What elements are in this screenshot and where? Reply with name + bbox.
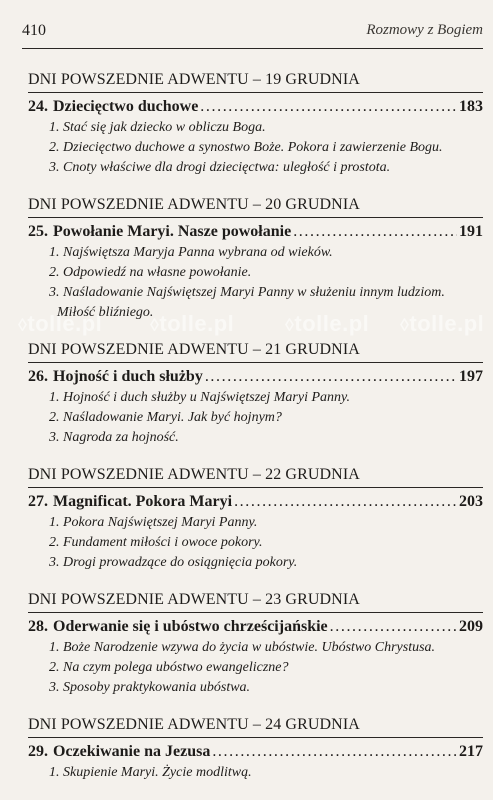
section-divider [28, 217, 483, 218]
section-title: DNI POWSZEDNIE ADWENTU – 20 GRUDNIA [28, 196, 360, 213]
section-divider [28, 737, 483, 738]
section-title: DNI POWSZEDNIE ADWENTU – 22 GRUDNIA [28, 466, 360, 483]
subtopic-item: 2. Odpowiedź na własne powołanie. [49, 265, 252, 280]
toc-entry [28, 616, 483, 638]
subtopic-list [28, 763, 483, 783]
section-title: DNI POWSZEDNIE ADWENTU – 21 GRUDNIA [28, 341, 360, 358]
entry-title: Dziecięctwo duchowe [53, 98, 199, 115]
entry-number: 27. [28, 493, 48, 510]
watermark-logo-icon: ◊ [150, 315, 160, 335]
watermark-logo-icon: ◊ [18, 315, 28, 335]
entry-page-number: 209 [459, 618, 483, 635]
watermark: ◊tolle.pl [285, 311, 370, 336]
toc-section [28, 715, 483, 783]
entry-number: 29. [28, 743, 48, 760]
watermark: ◊tolle.pl [400, 311, 485, 336]
subtopic-list [28, 638, 483, 698]
subtopic-list [28, 513, 483, 573]
subtopic-item: 3. Sposoby praktykowania ubóstwa. [49, 680, 251, 695]
subtopic-item: 2. Dziecięctwo duchowe a synostwo Boże. Pokora i zawierzenie Bogu. [49, 140, 443, 155]
dot-leader [330, 616, 457, 638]
entry-page-number: 203 [459, 493, 483, 510]
toc-section [28, 70, 483, 178]
entry-title: Powołanie Maryi. Nasze powołanie [53, 223, 292, 240]
section-divider [28, 612, 483, 613]
entry-title: Oczekiwanie na Jezusa [53, 743, 211, 760]
subtopic-item: 2. Naśladowanie Maryi. Jak być hojnym? [49, 410, 282, 425]
watermark-logo-icon: ◊ [285, 315, 295, 335]
entry-title: Magnificat. Pokora Maryi [53, 493, 233, 510]
toc-section [28, 195, 483, 323]
entry-number: 24. [28, 98, 48, 115]
entry-page-number: 183 [459, 98, 483, 115]
subtopic-item: 2. Na czym polega ubóstwo ewangeliczne? [49, 660, 289, 675]
subtopic-item: 3. Cnoty właściwe dla drogi dziecięctwa: uległość i prostota. [49, 160, 391, 175]
toc-section [28, 590, 483, 698]
subtopic-item: 1. Najświętsza Maryja Panna wybrana od wieków. [49, 245, 333, 260]
section-divider [28, 487, 483, 488]
subtopic-list [28, 388, 483, 448]
section-divider [28, 362, 483, 363]
subtopic-item: 3. Drogi prowadzące do osiągnięcia pokory. [49, 555, 298, 570]
subtopic-item: 1. Boże Narodzenie wzywa do życia w ubóstwie. Ubóstwo Chrystusa. [49, 640, 436, 655]
dot-leader [212, 741, 457, 763]
subtopic-item: 1. Hojność i duch służby u Najświętszej Maryi Panny. [49, 390, 350, 405]
toc-entry [28, 366, 483, 388]
toc-entry [28, 491, 483, 513]
watermark-logo-icon: ◊ [400, 315, 410, 335]
section-title: DNI POWSZEDNIE ADWENTU – 24 GRUDNIA [28, 716, 360, 733]
subtopic-item: 1. Pokora Najświętszej Maryi Panny. [49, 515, 258, 530]
entry-page-number: 217 [459, 743, 483, 760]
entry-number: 26. [28, 368, 48, 385]
entry-page-number: 191 [459, 223, 483, 240]
page-number: 410 [22, 22, 46, 39]
watermark: ◊tolle.pl [150, 311, 235, 336]
dot-leader [293, 221, 457, 243]
entry-title: Oderwanie się i ubóstwo chrześcijańskie [53, 618, 328, 635]
running-title: Rozmowy z Bogiem [366, 22, 483, 38]
dot-leader [200, 96, 457, 118]
section-title: DNI POWSZEDNIE ADWENTU – 19 GRUDNIA [28, 71, 360, 88]
table-of-contents [28, 70, 483, 800]
subtopic-item: 1. Skupienie Maryi. Życie modlitwą. [49, 765, 252, 780]
toc-entry [28, 741, 483, 763]
page-header [22, 22, 483, 44]
subtopic-list [28, 118, 483, 178]
header-divider [22, 48, 483, 49]
toc-entry [28, 96, 483, 118]
subtopic-item: 3. Nagroda za hojność. [49, 430, 179, 445]
subtopic-item: 2. Fundament miłości i owoce pokory. [49, 535, 263, 550]
toc-section [28, 340, 483, 448]
dot-leader [234, 491, 457, 513]
subtopic-list [28, 243, 483, 323]
subtopic-item: 3. Naśladowanie Najświętszej Maryi Panny w służeniu innym ludziom. Miłość bliźniego. [49, 285, 445, 320]
toc-section [28, 465, 483, 573]
entry-title: Hojność i duch służby [53, 368, 203, 385]
watermark: ◊tolle.pl [18, 311, 103, 336]
section-divider [28, 92, 483, 93]
entry-number: 25. [28, 223, 48, 240]
subtopic-item: 1. Stać się jak dziecko w obliczu Boga. [49, 120, 266, 135]
section-title: DNI POWSZEDNIE ADWENTU – 23 GRUDNIA [28, 591, 360, 608]
toc-entry [28, 221, 483, 243]
dot-leader [205, 366, 457, 388]
entry-page-number: 197 [459, 368, 483, 385]
entry-number: 28. [28, 618, 48, 635]
